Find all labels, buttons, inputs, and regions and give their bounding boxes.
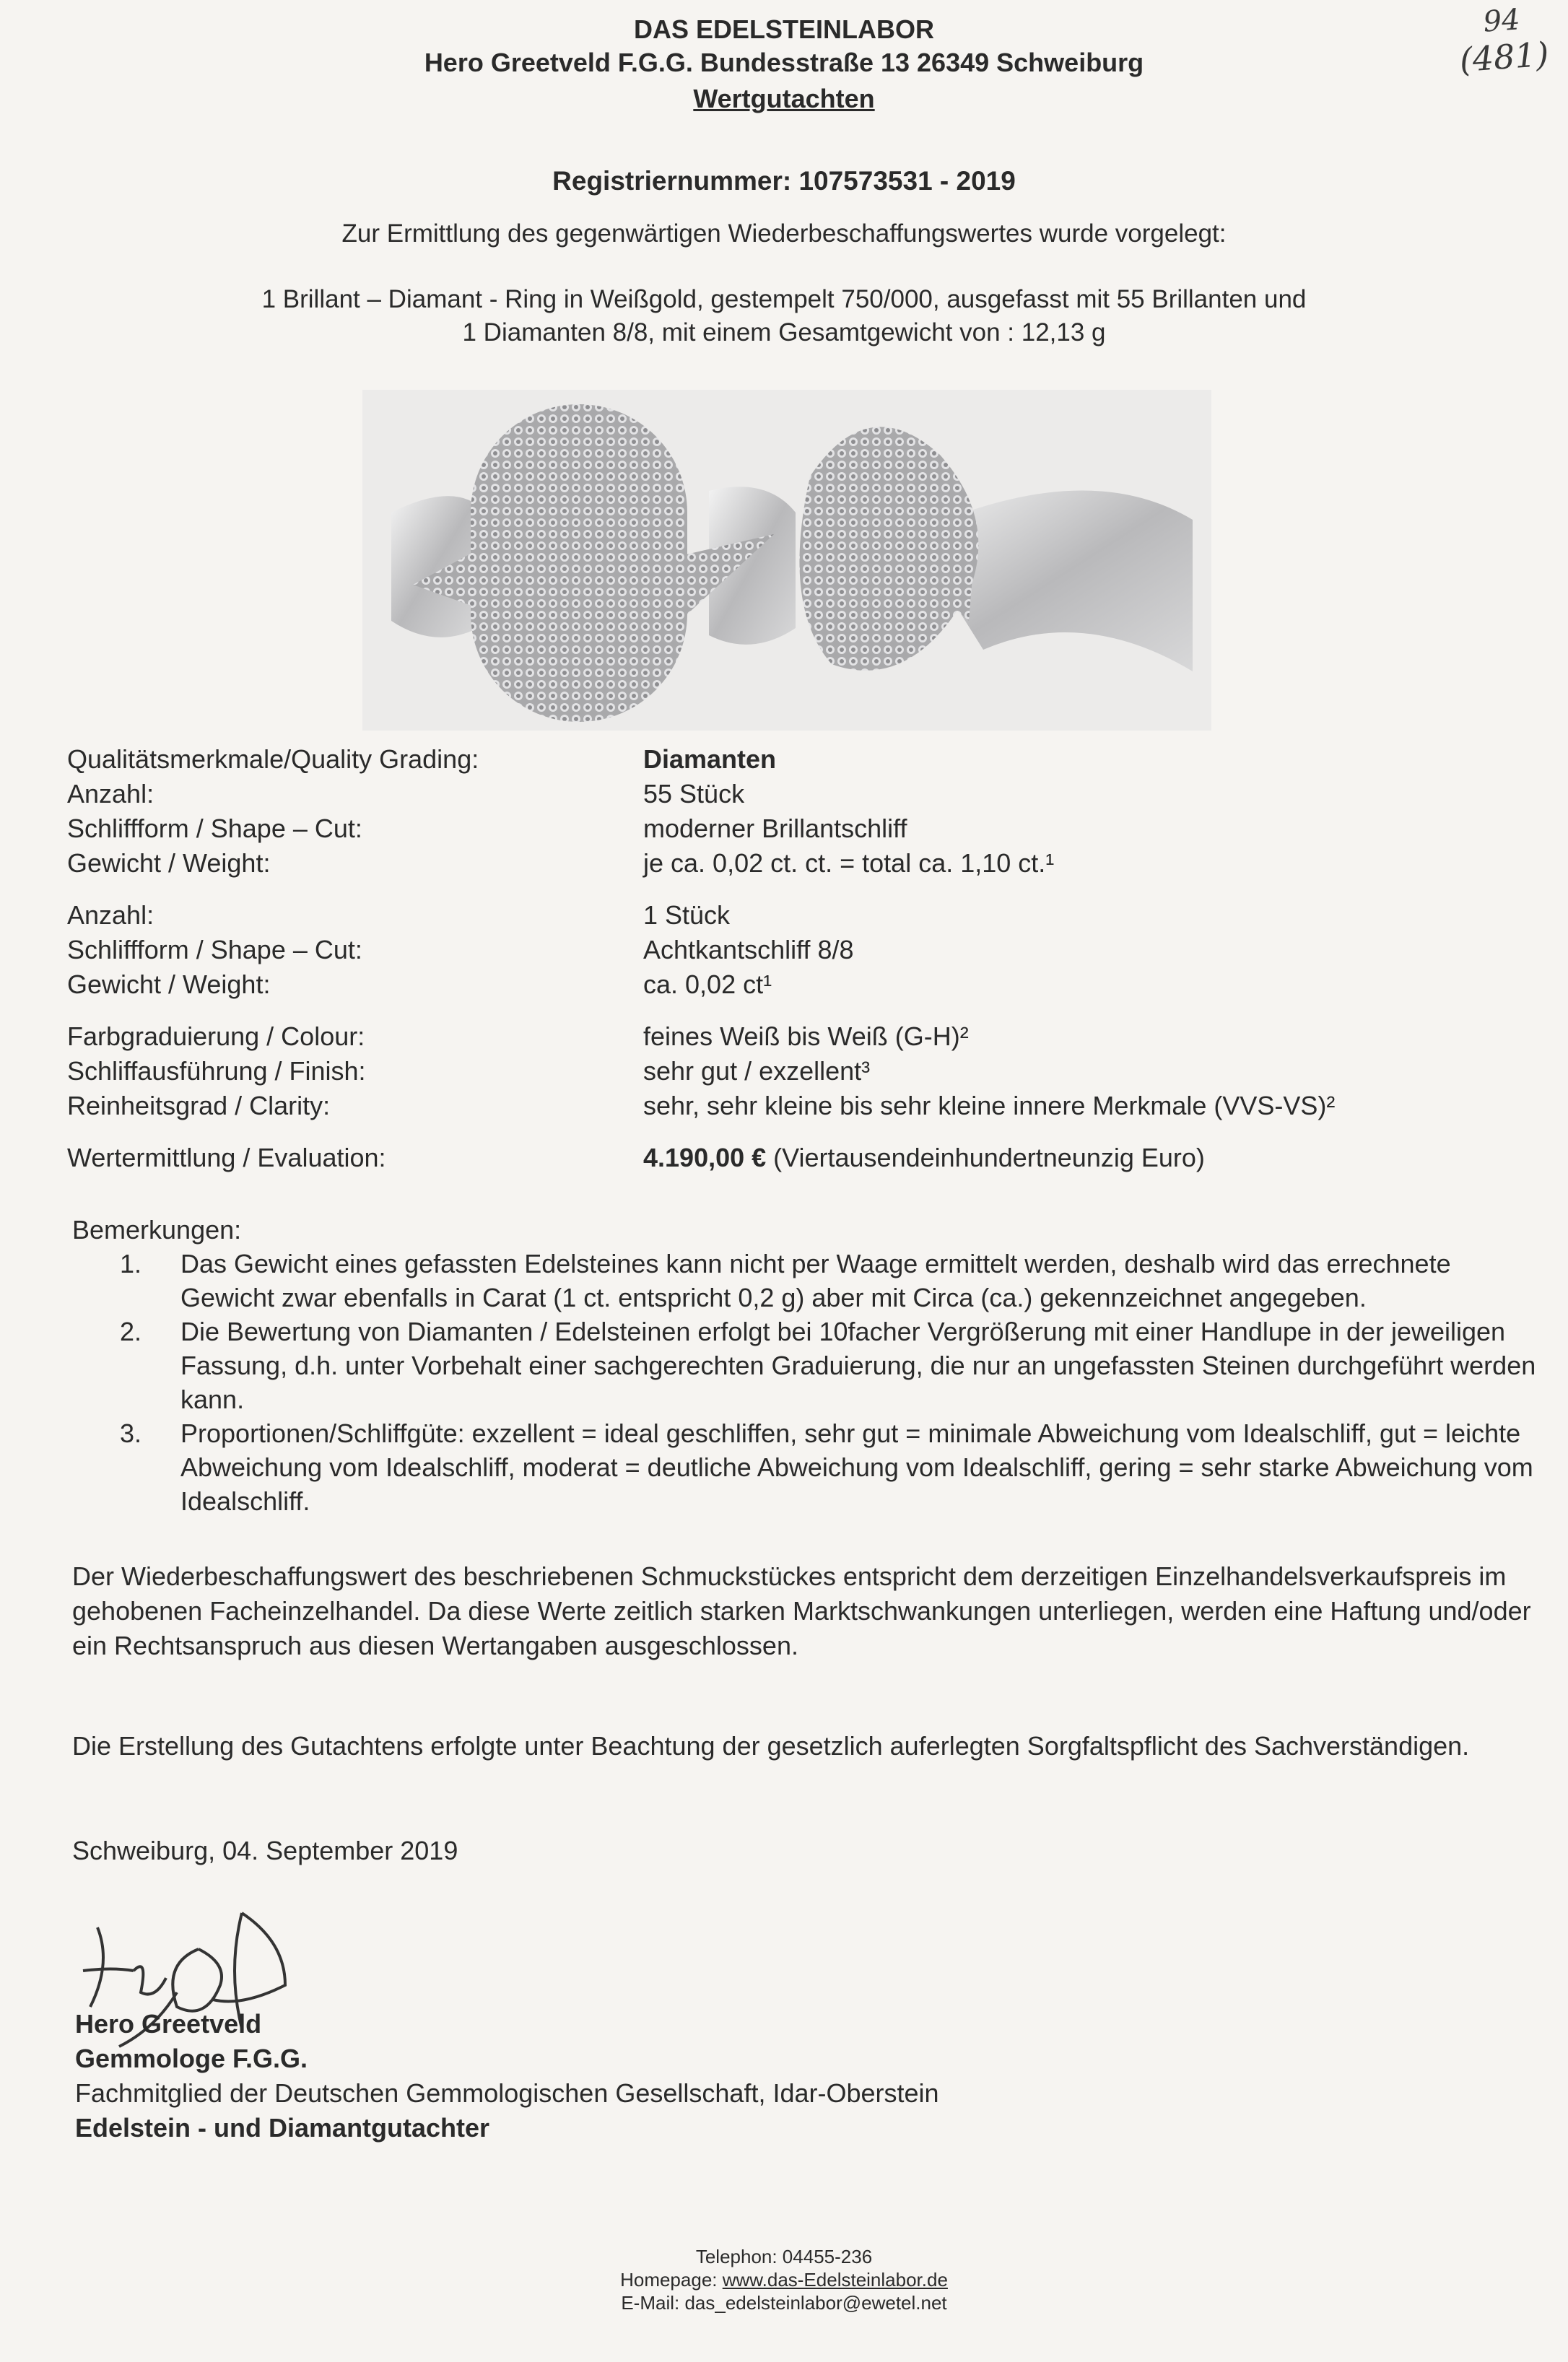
remark-text: Die Bewertung von Diamanten / Edelsteinen erfolgt bei 10facher Vergrößerung mit einer Handlupe in der jeweiligen Fassung, d.h. unter Vorbehalt einer sachgerechten Graduierung, die nur an ungefassten Steinen durchgeführt werden kann. (180, 1317, 1536, 1414)
grading-row (67, 1054, 1511, 1089)
handwritten-note-line1: 94 (1482, 3, 1522, 39)
grading-value: sehr, sehr kleine bis sehr kleine innere Merkmale (VVS-VS)² (643, 1091, 1336, 1120)
ring-photo (362, 390, 1211, 731)
grading-label: Gewicht / Weight: (67, 848, 271, 878)
grading-label: Schliffform / Shape – Cut: (67, 814, 362, 843)
quality-grading (67, 742, 1511, 1175)
grading-value: 1 Stück (643, 900, 731, 930)
grading-row (67, 967, 1511, 1002)
footer-homepage (0, 2268, 1568, 2291)
liability-paragraph: Der Wiederbeschaffungswert des beschriebenen Schmuckstückes entspricht dem derzeitigen Einzelhandelsverkaufspreis im gehobenen Facheinzelhandel. Da diese Werte zeitlich starken Marktschwankungen unterliegen, werden eine Haftung und/oder ein Rechtsanspruch aus diesen Wertangaben ausgeschlossen. (72, 1561, 1531, 1660)
lab-address: Hero Greetveld F.G.G. Bundesstraße 13 26349 Schweiburg (424, 48, 1144, 77)
grading-value: feines Weiß bis Weiß (G-H)² (643, 1021, 969, 1051)
evaluation-row (67, 1141, 1511, 1175)
remark-item (72, 1315, 1538, 1416)
diligence-paragraph: Die Erstellung des Gutachtens erfolgte unter Beachtung der gesetzlich auferlegten Sorgfaltspflicht des Sachverständigen. (72, 1731, 1470, 1761)
grading-row (67, 846, 1511, 881)
homepage-link[interactable]: www.das-Edelsteinlabor.de (722, 2269, 948, 2291)
grading-label: Schliffausführung / Finish: (67, 1056, 366, 1086)
grading-label: Gewicht / Weight: (67, 969, 271, 999)
grading-row (67, 933, 1511, 967)
remark-item (72, 1247, 1538, 1315)
item-description (79, 283, 1489, 349)
signer-role: Edelstein - und Diamantgutachter (75, 2113, 490, 2143)
grading-header-label: Qualitätsmerkmale/Quality Grading: (67, 744, 479, 774)
grading-header-value: Diamanten (643, 744, 777, 774)
grading-header-row (67, 742, 1511, 777)
footer-phone: Telephon: 04455-236 (695, 2246, 873, 2267)
footer-homepage-label: Homepage: (620, 2269, 723, 2291)
grading-value: Achtkantschliff 8/8 (643, 935, 854, 964)
grading-value: 55 Stück (643, 779, 745, 809)
grading-label: Anzahl: (67, 779, 154, 809)
grading-row (67, 898, 1511, 933)
item-description-line1: 1 Brillant – Diamant - Ring in Weißgold, gestempelt 750/000, ausgefasst mit 55 Brillanten und (261, 285, 1307, 313)
evaluation-label: Wertermittlung / Evaluation: (67, 1143, 386, 1172)
handwritten-note-line2: (481) (1458, 34, 1551, 80)
evaluation-words: (Viertausendeinhundertneunzig Euro) (766, 1143, 1205, 1172)
footer-email: E-Mail: das_edelsteinlabor@ewetel.net (621, 2292, 947, 2314)
grading-row (67, 777, 1511, 811)
remark-text: Proportionen/Schliffgüte: exzellent = ideal geschliffen, sehr gut = minimale Abweichung vom Idealschliff, gut = leichte Abweichung vom Idealschliff, moderat = deutliche Abweichung vom Idealschliff, gering = sehr starke Abweichung vom Idealschliff. (180, 1418, 1533, 1516)
remark-number: 2. (119, 1317, 141, 1346)
grading-label: Farbgraduierung / Colour: (67, 1021, 365, 1051)
evaluation-amount: 4.190,00 € (643, 1143, 767, 1172)
remark-number: 3. (119, 1418, 141, 1448)
signer-block (75, 2007, 939, 2145)
place-date: Schweiburg, 04. September 2019 (72, 1836, 458, 1865)
grading-row (67, 1089, 1511, 1123)
remark-item (72, 1416, 1538, 1518)
grading-row (67, 811, 1511, 846)
remarks (72, 1213, 1538, 1518)
grading-value: sehr gut / exzellent³ (643, 1056, 871, 1086)
intro-text: Zur Ermittlung des gegenwärtigen Wiederbeschaffungswertes wurde vorgelegt: (341, 219, 1227, 248)
signer-title: Gemmologe F.G.G. (75, 2044, 308, 2073)
grading-value: moderner Brillantschliff (643, 814, 907, 843)
grading-label: Anzahl: (67, 900, 154, 930)
evaluation-value (643, 1143, 1511, 1173)
registration-number: Registriernummer: 107573531 - 2019 (552, 166, 1016, 196)
remarks-title: Bemerkungen: (72, 1215, 242, 1245)
lab-name: DAS EDELSTEINLABOR (633, 14, 935, 44)
grading-row (67, 1019, 1511, 1054)
remark-text: Das Gewicht eines gefassten Edelsteines kann nicht per Waage ermittelt werden, deshalb wird das errechnete Gewicht zwar ebenfalls in Carat (1 ct. entspricht 0,2 g) aber mit Circa (ca.) gekennzeichnet angegeben. (180, 1249, 1451, 1312)
signer-name: Hero Greetveld (75, 2009, 262, 2039)
signer-membership: Fachmitglied der Deutschen Gemmologischen Gesellschaft, Idar-Oberstein (75, 2078, 939, 2108)
grading-label: Schliffform / Shape – Cut: (67, 935, 362, 964)
document-type: Wertgutachten (693, 84, 875, 113)
grading-value: ca. 0,02 ct¹ (643, 969, 772, 999)
letterhead (0, 13, 1568, 118)
item-description-line2: 1 Diamanten 8/8, mit einem Gesamtgewicht von : 12,13 g (462, 318, 1106, 347)
remark-number: 1. (119, 1249, 141, 1278)
footer-contact (0, 2245, 1568, 2314)
grading-label: Reinheitsgrad / Clarity: (67, 1091, 331, 1120)
grading-value: je ca. 0,02 ct. ct. = total ca. 1,10 ct.¹ (643, 848, 1055, 878)
